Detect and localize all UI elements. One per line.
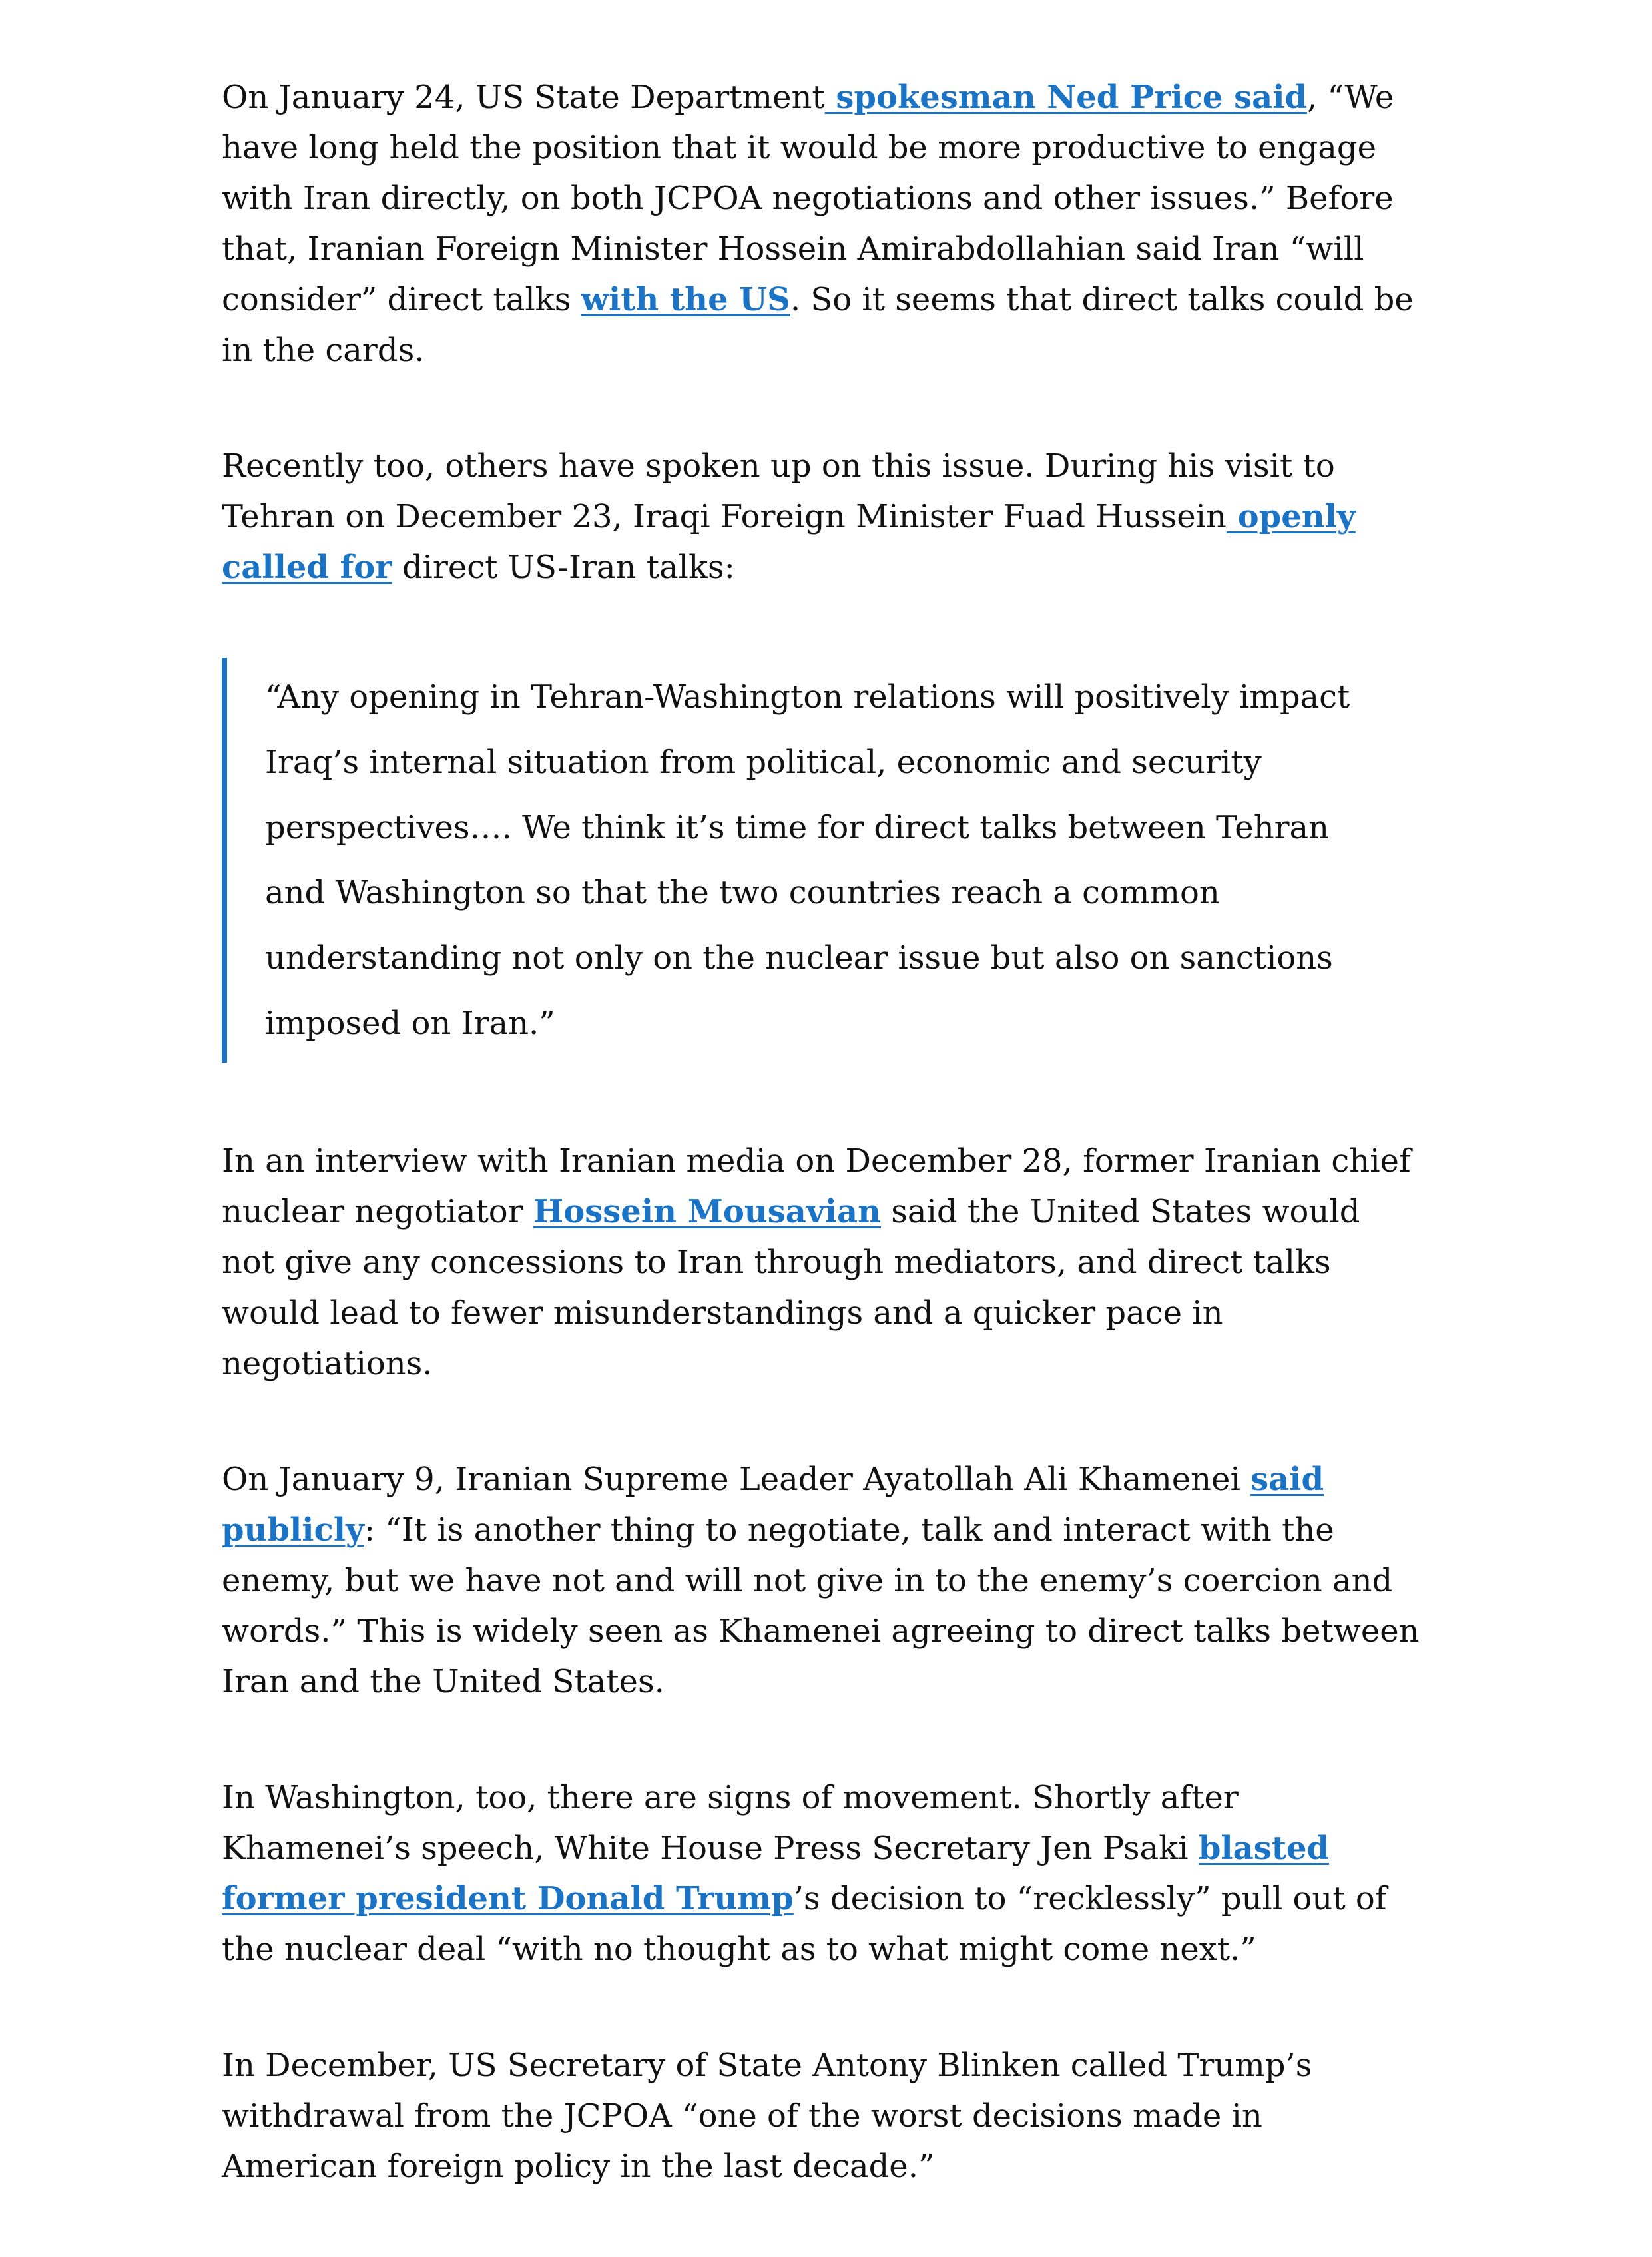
paragraph-mousavian: [222, 1136, 1420, 1389]
paragraph-text: , “We have long held the position that it would be more productive to engage with Iran directly, on both JCPOA negotiations and other issues.” Before that, Iranian Foreign Minister Hossein Amirabdollahian said Iran “will consider” direct talks: [222, 79, 1394, 318]
link-openly-called-for[interactable]: openly called for: [222, 498, 1356, 586]
paragraph-text: : “It is another thing to negotiate, talk and interact with the enemy, but we have not and will not give in to the enemy’s coercion and words.” This is widely seen as Khamenei agreeing to direct talks between Iran and the United States.: [222, 1511, 1420, 1700]
paragraph-text: Recently too, others have spoken up on this issue. During his visit to Tehran on December 23, Iraqi Foreign Minister Fuad Hussein: [222, 447, 1335, 535]
paragraph-blinken: [222, 2040, 1420, 2192]
blockquote-text: “Any opening in Tehran-Washington relations will positively impact Iraq’s internal situation from political, economic and security perspectives…. We think it’s time for direct talks between Tehran and Washington so that the two countries reach a common understanding not only on the nuclear issue but also on sanctions imposed on Iran.”: [265, 678, 1350, 1042]
paragraph-washington: [222, 1772, 1420, 1975]
paragraph-state-department: [222, 72, 1420, 376]
paragraph-text: On January 9, Iranian Supreme Leader Ayatollah Ali Khamenei: [222, 1461, 1251, 1498]
link-blasted-former-president-donald-trump[interactable]: blasted former president Donald Trump: [222, 1830, 1330, 1917]
paragraph-iraqi-minister: [222, 441, 1420, 593]
paragraph-text: In Washington, too, there are signs of movement. Shortly after Khamenei’s speech, White House Press Secretary Jen Psaki: [222, 1779, 1239, 1867]
paragraph-text: . So it seems that direct talks could be in the cards.: [222, 281, 1414, 369]
link-spokesman-ned-price-said[interactable]: spokesman Ned Price said: [824, 79, 1308, 116]
link-with-the-us[interactable]: with the US: [581, 281, 790, 318]
blockquote: [222, 658, 1397, 1063]
paragraph-text: said the United States would not give any concessions to Iran through mediators, and direct talks would lead to fewer misunderstandings and a quicker pace in negotiations.: [222, 1193, 1360, 1382]
link-hossein-mousavian[interactable]: Hossein Mousavian: [533, 1193, 881, 1230]
paragraph-text: ’s decision to “recklessly” pull out of the nuclear deal “with no thought as to what might come next.”: [222, 1880, 1387, 1968]
link-said-publicly[interactable]: said publicly: [222, 1461, 1324, 1549]
article-body: [222, 72, 1420, 2257]
paragraph-text: In an interview with Iranian media on December 28, former Iranian chief nuclear negotiator: [222, 1142, 1411, 1230]
paragraph-text: direct US-Iran talks:: [392, 549, 735, 586]
paragraph-text: In December, US Secretary of State Antony Blinken called Trump’s withdrawal from the JCPOA “one of the worst decisions made in American foreign policy in the last decade.”: [222, 2047, 1312, 2185]
paragraph-text: On January 24, US State Department: [222, 79, 825, 116]
paragraph-khamenei: [222, 1454, 1420, 1707]
